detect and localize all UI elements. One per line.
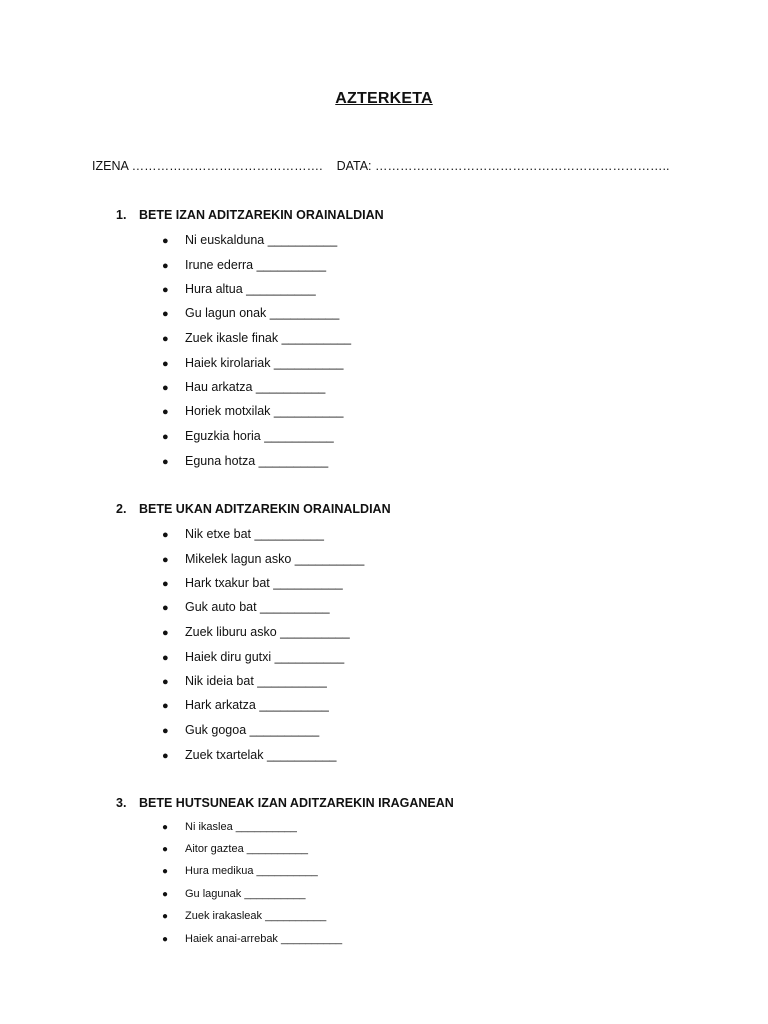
exercise-text: Hura medikua __________ (185, 865, 318, 877)
exercise-text: Ni euskalduna __________ (185, 233, 338, 247)
exercise-item (162, 748, 337, 762)
exercise-text: Zuek liburu asko __________ (185, 625, 350, 639)
bullet-icon: ● (162, 308, 169, 320)
bullet-icon: ● (162, 529, 169, 541)
exercise-text: Hura altua __________ (185, 282, 316, 296)
exercise-item (162, 933, 342, 945)
bullet-icon: ● (162, 750, 169, 762)
bullet-icon: ● (162, 235, 169, 247)
bullet-icon: ● (162, 889, 169, 900)
bullet-icon: ● (162, 725, 169, 737)
date-field[interactable]: DATA: …………………………………………………………….. (336, 159, 670, 173)
exercise-item (162, 698, 329, 712)
bullet-icon: ● (162, 676, 169, 688)
bullet-icon: ● (162, 456, 169, 468)
bullet-icon: ● (162, 627, 169, 639)
exercise-item (162, 282, 316, 296)
bullet-icon: ● (162, 700, 169, 712)
exercise-item (162, 650, 344, 664)
exercise-text: Zuek txartelak __________ (185, 748, 337, 762)
section-number: 1. (116, 208, 127, 222)
section-heading (116, 502, 391, 516)
exercise-item (162, 865, 318, 877)
section-title: BETE HUTSUNEAK IZAN ADITZAREKIN IRAGANEAN (139, 796, 454, 810)
exercise-text: Haiek diru gutxi __________ (185, 650, 345, 664)
exercise-text: Hark arkatza __________ (185, 698, 329, 712)
section-number: 3. (116, 796, 127, 810)
exercise-text: Zuek irakasleak __________ (185, 910, 327, 922)
bullet-icon: ● (162, 652, 169, 664)
exercise-item (162, 233, 337, 247)
name-field[interactable]: IZENA ………………………………………. (92, 159, 323, 173)
exercise-item (162, 821, 297, 833)
bullet-icon: ● (162, 406, 169, 418)
exercise-text: Gu lagunak __________ (185, 888, 306, 900)
section-title: BETE IZAN ADITZAREKIN ORAINALDIAN (139, 208, 384, 222)
page-title: AZTERKETA (335, 90, 433, 107)
exercise-item (162, 306, 339, 320)
section-number: 2. (116, 502, 127, 516)
exercise-item (162, 356, 343, 370)
exercise-item (162, 723, 319, 737)
exercise-item (162, 843, 308, 855)
exercise-item (162, 600, 330, 614)
bullet-icon: ● (162, 602, 169, 614)
exercise-text: Gu lagun onak __________ (185, 306, 340, 320)
section-heading (116, 208, 384, 222)
bullet-icon: ● (162, 934, 169, 945)
exercise-text: Aitor gaztea __________ (185, 843, 308, 855)
bullet-icon: ● (162, 431, 169, 443)
exercise-text: Haiek anai-arrebak __________ (185, 933, 343, 945)
exercise-item (162, 380, 325, 394)
exercise-text: Nik etxe bat __________ (185, 527, 324, 541)
exercise-item (162, 552, 364, 566)
exercise-text: Guk auto bat __________ (185, 600, 330, 614)
bullet-icon: ● (162, 866, 169, 877)
bullet-icon: ● (162, 358, 169, 370)
exercise-item (162, 258, 326, 272)
bullet-icon: ● (162, 260, 169, 272)
header-line (92, 159, 669, 173)
exercise-text: Ni ikaslea __________ (185, 821, 297, 833)
exercise-item (162, 454, 328, 468)
bullet-icon: ● (162, 333, 169, 345)
section-title: BETE UKAN ADITZAREKIN ORAINALDIAN (139, 502, 391, 516)
exercise-text: Irune ederra __________ (185, 258, 327, 272)
exercise-item (162, 888, 306, 900)
exercise-item (162, 910, 326, 922)
exercise-text: Eguna hotza __________ (185, 454, 329, 468)
exercise-text: Eguzkia horia __________ (185, 429, 334, 443)
exercise-text: Hau arkatza __________ (185, 380, 326, 394)
bullet-icon: ● (162, 822, 169, 833)
exercise-text: Hark txakur bat __________ (185, 576, 343, 590)
exercise-text: Haiek kirolariak __________ (185, 356, 344, 370)
exercise-text: Horiek motxilak __________ (185, 404, 344, 418)
bullet-icon: ● (162, 578, 169, 590)
bullet-icon: ● (162, 844, 169, 855)
exercise-item (162, 331, 351, 345)
exercise-item (162, 576, 343, 590)
bullet-icon: ● (162, 911, 169, 922)
exercise-text: Zuek ikasle finak __________ (185, 331, 352, 345)
exercise-text: Mikelek lagun asko __________ (185, 552, 365, 566)
exercise-text: Nik ideia bat __________ (185, 674, 327, 688)
bullet-icon: ● (162, 284, 169, 296)
section-heading (116, 796, 454, 810)
exercise-text: Guk gogoa __________ (185, 723, 320, 737)
bullet-icon: ● (162, 382, 169, 394)
exercise-item (162, 404, 343, 418)
exercise-item (162, 674, 327, 688)
bullet-icon: ● (162, 554, 169, 566)
exercise-item (162, 527, 324, 541)
exercise-item (162, 625, 350, 639)
exercise-item (162, 429, 334, 443)
